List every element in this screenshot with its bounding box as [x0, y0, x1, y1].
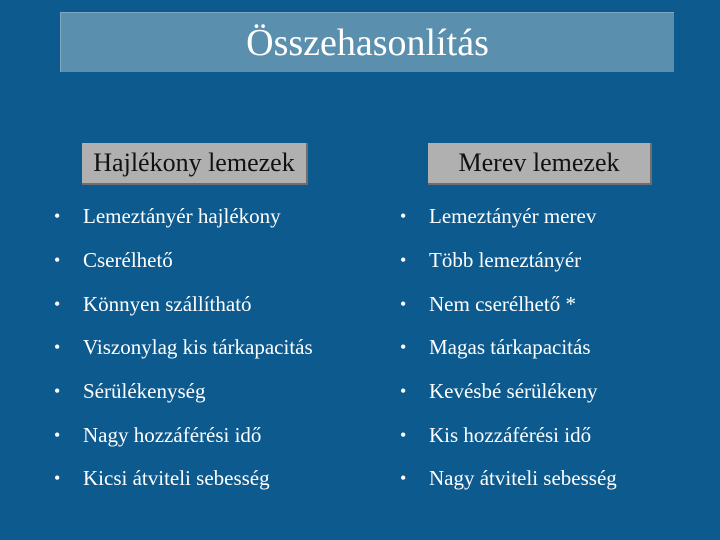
- bullet-icon: •: [400, 468, 407, 489]
- bullet-icon: •: [54, 424, 61, 445]
- list-item: [400, 413, 617, 457]
- list-item: [54, 326, 313, 370]
- list-item-text: Lemeztányér hajlékony: [83, 204, 281, 229]
- bullet-icon: •: [400, 337, 407, 358]
- list-item-text: Cserélhető: [83, 248, 173, 273]
- bullet-icon: •: [54, 293, 61, 314]
- list-item: [400, 239, 617, 283]
- bullet-icon: •: [54, 206, 61, 227]
- list-item-text: Kis hozzáférési idő: [429, 422, 592, 447]
- list-item-text: Magas tárkapacitás: [429, 335, 591, 360]
- list-item-text: Nagy hozzáférési idő: [83, 422, 262, 447]
- list-item: [400, 370, 617, 414]
- slide-title: Összehasonlítás: [246, 21, 489, 64]
- list-item-text: Könnyen szállítható: [83, 291, 252, 316]
- list-item-text: Kicsi átviteli sebesség: [83, 466, 270, 491]
- bullet-icon: •: [54, 337, 61, 358]
- bullet-icon: •: [54, 250, 61, 271]
- list-item-text: Kevésbé sérülékeny: [429, 379, 598, 404]
- bullet-icon: •: [54, 381, 61, 402]
- bullet-icon: •: [400, 206, 407, 227]
- title-box: [60, 12, 674, 72]
- right-bullet-list: [400, 195, 617, 501]
- list-item: [54, 195, 313, 239]
- bullet-icon: •: [54, 468, 61, 489]
- bullet-icon: •: [400, 381, 407, 402]
- left-bullet-list: [54, 195, 313, 501]
- list-item-text: Nem cserélhető *: [429, 291, 576, 316]
- list-item-text: Több lemeztányér: [429, 248, 582, 273]
- list-item: [54, 282, 313, 326]
- list-item: [400, 326, 617, 370]
- bullet-icon: •: [400, 424, 407, 445]
- list-item-text: Nagy átviteli sebesség: [429, 466, 617, 491]
- list-item: [400, 195, 617, 239]
- list-item-text: Viszonylag kis tárkapacitás: [83, 335, 313, 360]
- list-item-text: Lemeztányér merev: [429, 204, 597, 229]
- list-item: [54, 239, 313, 283]
- list-item: [54, 457, 313, 501]
- list-item: [400, 282, 617, 326]
- left-column-header: Hajlékony lemezek: [82, 143, 308, 185]
- list-item: [54, 370, 313, 414]
- list-item: [54, 413, 313, 457]
- list-item: [400, 457, 617, 501]
- bullet-icon: •: [400, 293, 407, 314]
- right-column-header: Merev lemezek: [428, 143, 652, 185]
- bullet-icon: •: [400, 250, 407, 271]
- list-item-text: Sérülékenység: [83, 379, 206, 404]
